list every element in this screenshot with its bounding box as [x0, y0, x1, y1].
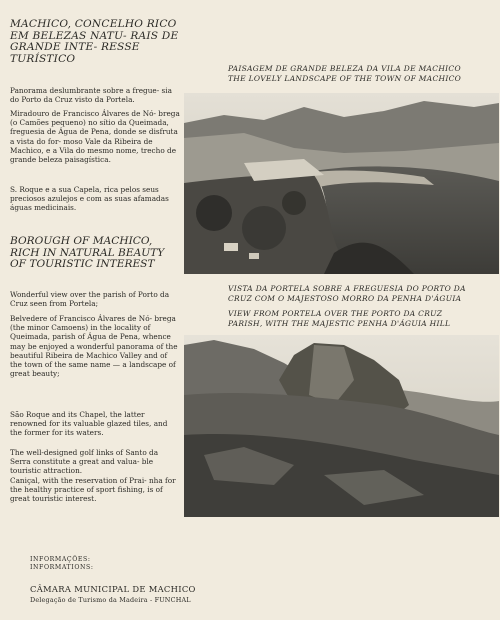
- photo2-caption-pt-line1: VISTA DA PORTELA SOBRE A FREGUESIA DO PORTO DA: [228, 284, 466, 293]
- en-paragraph-golf: The well-designed golf links of Santo da Serra constitute a great and valua- ble touristic attraction.: [10, 448, 159, 476]
- photo2-caption-en-line2: PARISH, WITH THE MAJESTIC PENHA D'ÁGUIA HILL: [228, 319, 451, 328]
- info-label-pt: INFORMAÇÕES:: [30, 556, 91, 563]
- photo2-caption-pt-line2: CRUZ COM O MAJESTOSO MORRO DA PENHA D'ÁGUIA: [228, 294, 462, 303]
- en-paragraph-canical: Caniçal, with the reservation of Prai- nha for the healthy practice of sport fishing, is of great touristic interest.: [10, 476, 176, 504]
- en-paragraph-belvedere: Belvedere of Francisco Álvares de Nó- brega (the minor Camoens) in the locality of Queimada, parish of Água de Pena, whence may be enjoyed a wonderful panorama of the beautiful Ribeira de Machico Valley and of the town of the same name — a landscape of great beauty;: [10, 314, 178, 379]
- english-heading: BOROUGH OF MACHICO, RICH IN NATURAL BEAUTY OF TOURISTIC INTEREST: [10, 235, 165, 271]
- photo2-caption-en-line1: VIEW FROM PORTELA OVER THE PORTO DA CRUZ: [228, 309, 443, 318]
- pt-paragraph-sao-roque: S. Roque e a sua Capela, rica pelos seus preciosos azulejos e com as suas afamadas águas medicinais.: [10, 185, 169, 213]
- info-label-en: INFORMATIONS:: [30, 564, 94, 571]
- portuguese-heading: MACHICO, CONCELHO RICO EM BELEZAS NATU- RAIS DE GRANDE INTE- RESSE TURÍSTICO: [10, 18, 179, 65]
- photo1-caption-en: THE LOVELY LANDSCAPE OF THE TOWN OF MACHICO: [228, 74, 462, 83]
- pt-paragraph-panorama: Panorama deslumbrante sobre a fregue- sia do Porto da Cruz visto da Portela.: [10, 86, 172, 105]
- delegation-line: Delegação de Turismo da Madeira - FUNCHAL: [30, 596, 191, 604]
- machico-landscape-photo: [184, 93, 499, 274]
- photo1-caption-pt: PAISAGEM DE GRANDE BELEZA DA VILA DE MACHICO: [228, 64, 461, 73]
- organization-name: CÂMARA MUNICIPAL DE MACHICO: [30, 584, 196, 594]
- pt-paragraph-miradouro: Miradouro de Francisco Álvares de Nó- brega (o Camões pequeno) no sítio da Queimada, freguesia de Água de Pena, donde se disfruta a vista do for- moso Vale da Ribeira de Machico, e a Vila do mesmo nome, trecho de grande beleza paisagística.: [10, 109, 180, 165]
- en-paragraph-sao-roque: São Roque and its Chapel, the latter renowned for its valuable glazed tiles, and the former for its waters.: [10, 410, 168, 438]
- en-paragraph-wonderful-view: Wonderful view over the parish of Porto da Cruz seen from Portela;: [10, 290, 170, 309]
- penha-daguia-photo: [184, 335, 499, 517]
